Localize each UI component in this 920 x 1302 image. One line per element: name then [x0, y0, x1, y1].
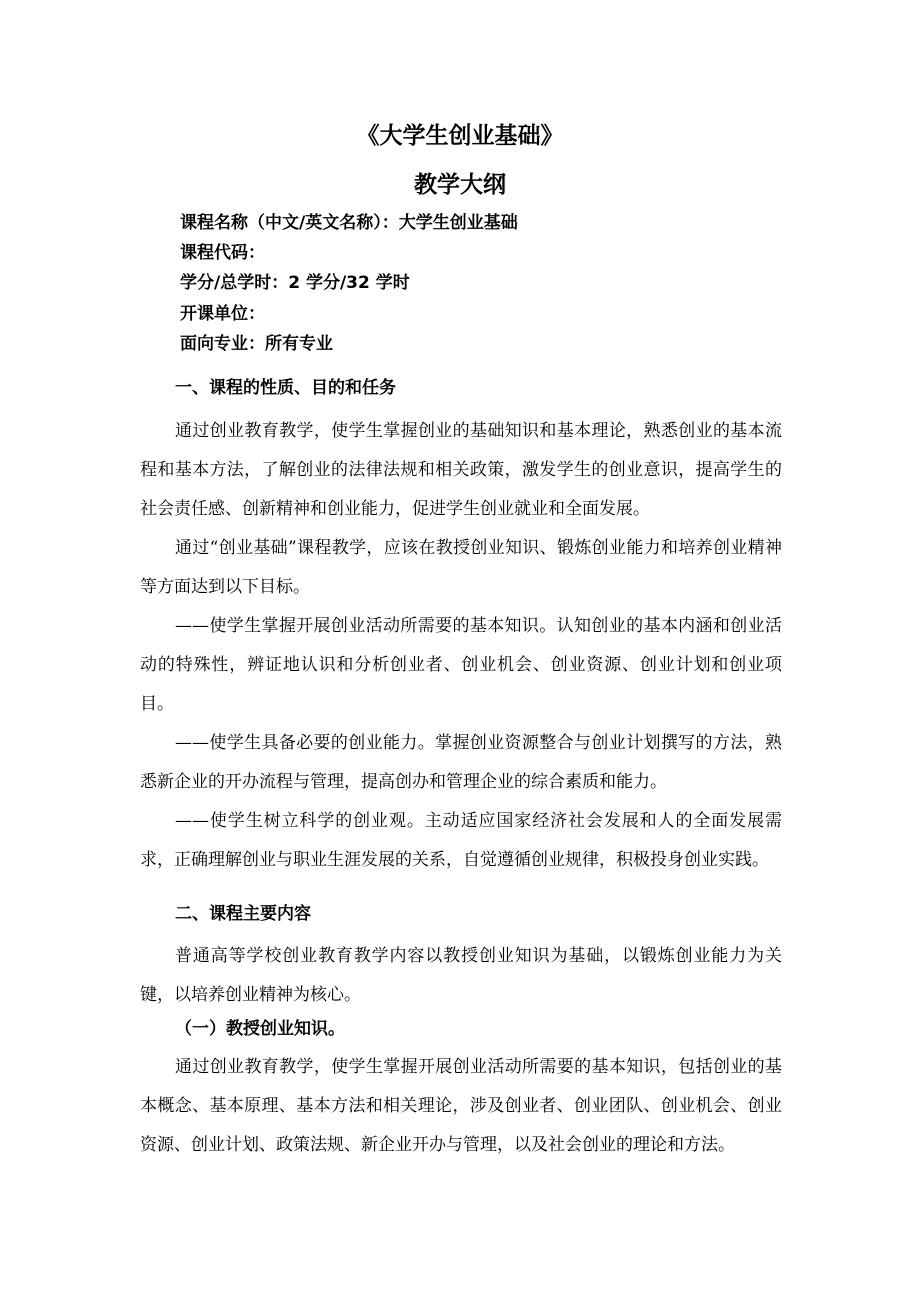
- section2-heading: 二、课程主要内容: [175, 904, 311, 924]
- document-subtitle: 教学大纲: [414, 172, 506, 198]
- section1-paragraph-5: ——使学生树立科学的创业观。主动适应国家经济社会发展和人的全面发展需求，正确理解创业与职业生涯发展的关系，自觉遵循创业规律，积极投身创业实践。: [140, 811, 782, 870]
- section1-paragraph-3: ——使学生掌握开展创业活动所需要的基本知识。认知创业的基本内涵和创业活动的特殊性，辨证地认识和分析创业者、创业机会、创业资源、创业计划和创业项目。: [140, 616, 782, 714]
- section2-intro: 普通高等学校创业教育教学内容以教授创业知识为基础，以锻炼创业能力为关键，以培养创业精神为核心。: [140, 946, 782, 1005]
- section1-paragraph-2: 通过“创业基础”课程教学，应该在教授创业知识、锻炼创业能力和培养创业精神等方面达到以下目标。: [140, 538, 782, 597]
- course-majors: 面向专业：所有专业: [180, 334, 333, 354]
- course-department: 开课单位：: [180, 304, 265, 324]
- course-credits: 学分/总学时：2 学分/32 学时: [180, 273, 410, 293]
- section2-sub-heading: （一）教授创业知识。: [175, 1019, 345, 1039]
- course-code: 课程代码：: [180, 243, 265, 263]
- course-name: 课程名称（中文/英文名称）：大学生创业基础: [180, 213, 518, 233]
- document-title: 《大学生创业基础》: [356, 123, 564, 149]
- section1-paragraph-4: ——使学生具备必要的创业能力。掌握创业资源整合与创业计划撰写的方法，熟悉新企业的开办流程与管理，提高创办和管理企业的综合素质和能力。: [140, 733, 782, 792]
- section2-sub-paragraph: 通过创业教育教学，使学生掌握开展创业活动所需要的基本知识，包括创业的基本概念、基本原理、基本方法和相关理论，涉及创业者、创业团队、创业机会、创业资源、创业计划、政策法规、新企业开办与管理，以及社会创业的理论和方法。: [140, 1057, 782, 1155]
- section1-heading: 一、课程的性质、目的和任务: [175, 378, 396, 398]
- section1-paragraph-1: 通过创业教育教学，使学生掌握创业的基础知识和基本理论，熟悉创业的基本流程和基本方法，了解创业的法律法规和相关政策，激发学生的创业意识，提高学生的社会责任感、创新精神和创业能力，促进学生创业就业和全面发展。: [140, 421, 782, 519]
